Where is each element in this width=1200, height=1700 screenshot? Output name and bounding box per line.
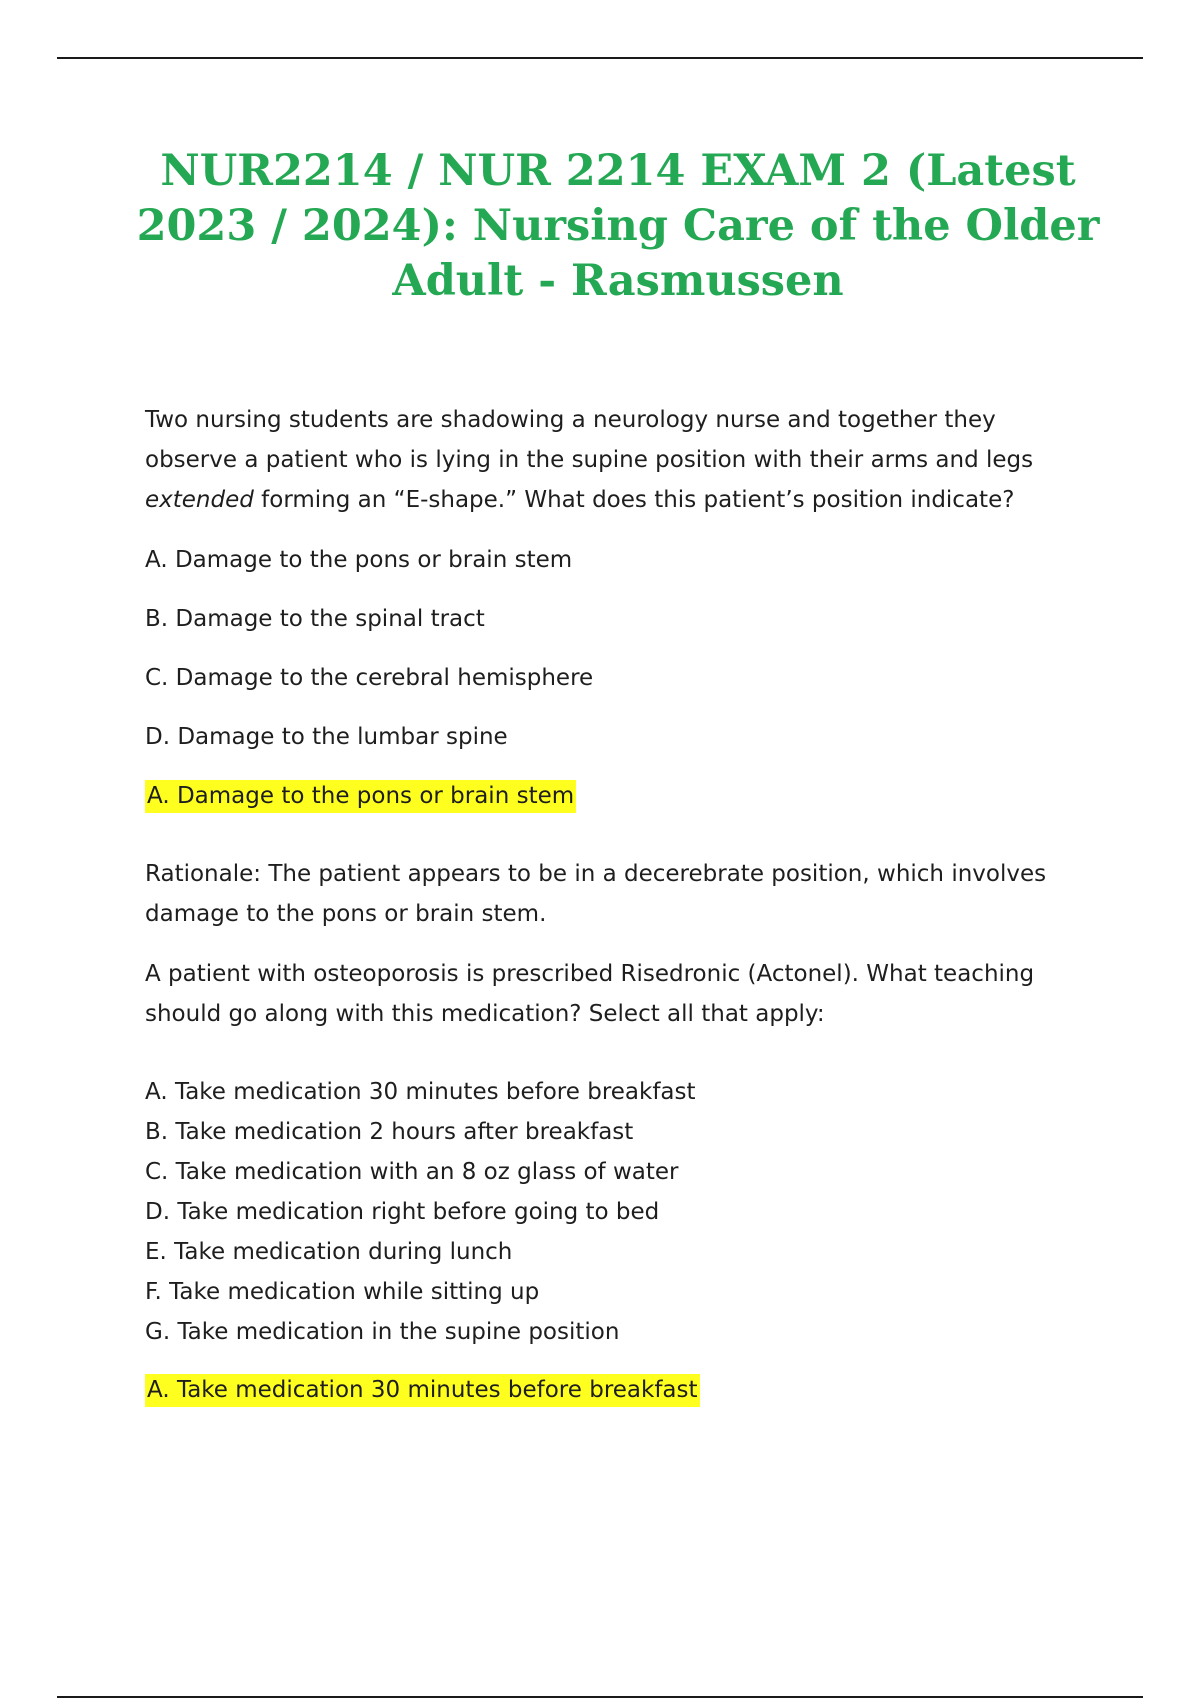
question-2-option-c: C. Take medication with an 8 oz glass of water bbox=[145, 1159, 679, 1185]
document-title: NUR2214 / NUR 2214 EXAM 2 (Latest 2023 / 2024): Nursing Care of the Older Adult - Rasmussen bbox=[136, 146, 1100, 306]
question-2-option-e: E. Take medication during lunch bbox=[145, 1239, 513, 1265]
question-1-rationale: Rationale: The patient appears to be in a decerebrate position, which involves damage to the pons or brain stem. bbox=[145, 861, 1047, 927]
question-1-answer: A. Damage to the pons or brain stem bbox=[145, 780, 576, 813]
bottom-divider bbox=[57, 1696, 1143, 1698]
question-2-answer-line bbox=[145, 1370, 1095, 1410]
question-1-option-c: C. Damage to the cerebral hemisphere bbox=[145, 665, 594, 691]
question-2-option-d: D. Take medication right before going to bed bbox=[145, 1199, 660, 1225]
document-body bbox=[145, 400, 1095, 1410]
question-1-stem-before: Two nursing students are shadowing a neurology nurse and together they observe a patient who is lying in the supine position with their arms and legs bbox=[145, 407, 1034, 473]
question-1-stem bbox=[145, 400, 1095, 520]
top-divider bbox=[57, 57, 1143, 59]
question-1-option-b: B. Damage to the spinal tract bbox=[145, 606, 485, 632]
question-2-stem: A patient with osteoporosis is prescribed Risedronic (Actonel). What teaching should go along with this medication? Select all that apply: bbox=[145, 961, 1035, 1027]
question-1-answer-line bbox=[145, 776, 1095, 816]
question-1-stem-after: forming an “E-shape.” What does this patient’s position indicate? bbox=[253, 487, 1015, 513]
question-2-option-f: F. Take medication while sitting up bbox=[145, 1279, 540, 1305]
question-2-option-g: G. Take medication in the supine position bbox=[145, 1319, 620, 1345]
question-1-option-d: D. Damage to the lumbar spine bbox=[145, 724, 508, 750]
question-2-option-b: B. Take medication 2 hours after breakfast bbox=[145, 1119, 634, 1145]
question-2-option-a: A. Take medication 30 minutes before breakfast bbox=[145, 1079, 696, 1105]
question-2-answer: A. Take medication 30 minutes before breakfast bbox=[145, 1374, 700, 1407]
question-1-stem-emphasis: extended bbox=[145, 487, 254, 513]
question-1-option-a: A. Damage to the pons or brain stem bbox=[145, 547, 573, 573]
